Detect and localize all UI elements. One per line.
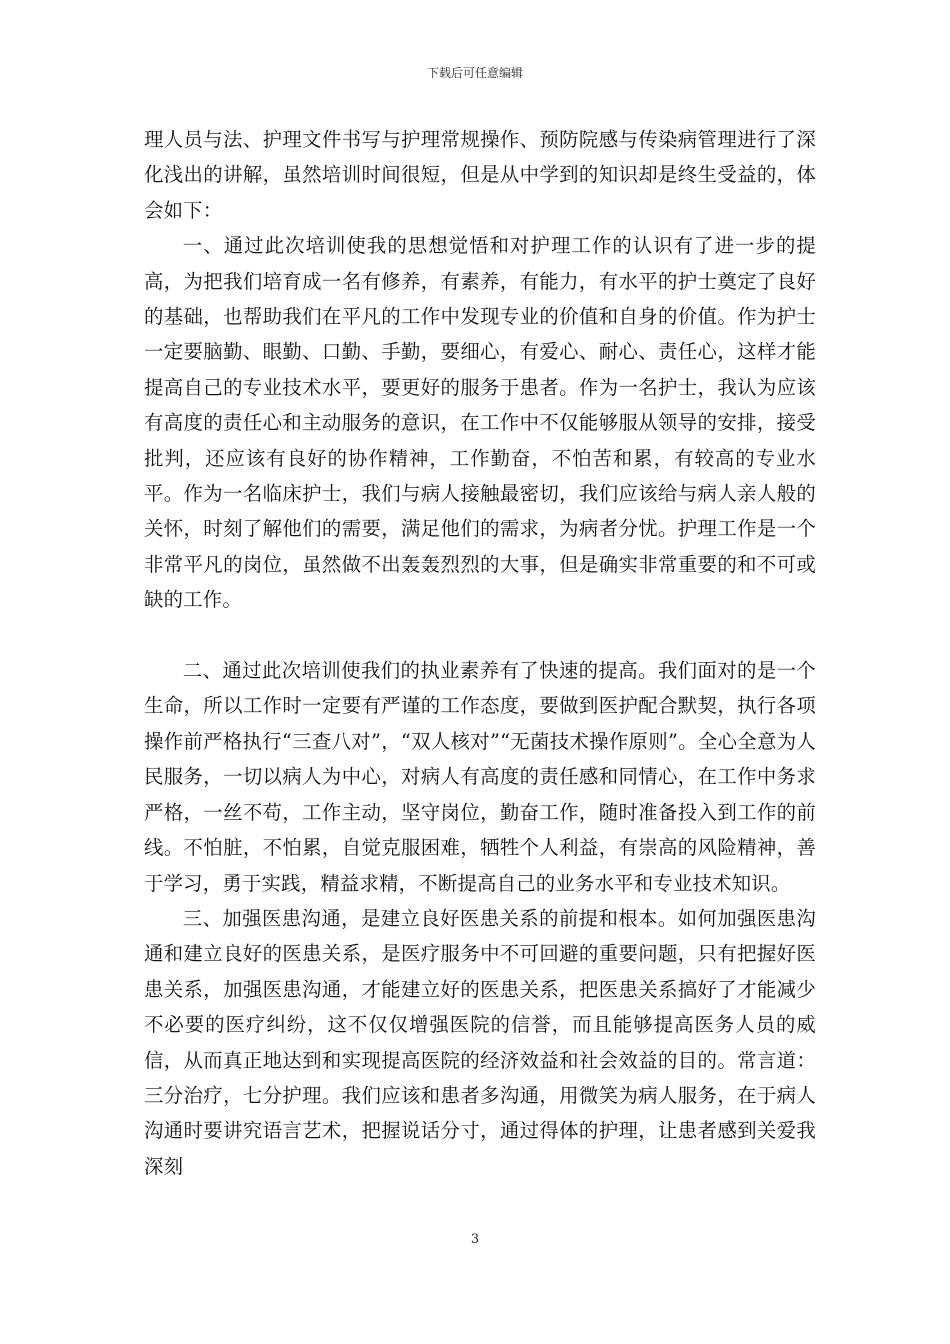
page-header: 下载后可任意编辑 [426, 66, 523, 80]
page-number: 3 [470, 1232, 480, 1247]
paragraph-section-3: 三、加强医患沟通，是建立良好医患关系的前提和根本。如何加强医患沟通和建立良好的医患关系，是医疗服务中不可回避的重要问题，只有把握好医患关系，加强医患沟通，才能建立好的医患关系，把医患关系搞好了才能减少不必要的医疗纠纷，这不仅仅增强医院的信誉，而且能够提高医务人员的威信，从而真正地达到和实现提高医院的经济效益和社会效益的目的。常言道：三分治疗，七分护理。我们应该和患者多沟通，用微笑为病人服务，在于病人沟通时要讲究语言艺术，把握说话分寸，通过得体的护理，让患者感到关爱我深刻 [144, 906, 816, 1178]
paragraph-continuation: 理人员与法、护理文件书写与护理常规操作、预防院感与传染病管理进行了深化浅出的讲解，虽然培训时间很短，但是从中学到的知识却是终生受益的，体会如下： [144, 128, 816, 222]
paragraph-section-1: 一、通过此次培训使我的思想觉悟和对护理工作的认识有了进一步的提高，为把我们培育成一名有修养，有素养，有能力，有水平的护士奠定了良好的基础，也帮助我们在平凡的工作中发现专业的价值和自身的价值。作为护士一定要脑勤、眼勤、口勤、手勤，要细心，有爱心、耐心、责任心，这样才能提高自己的专业技术水平，要更好的服务于患者。作为一名护士，我认为应该有高度的责任心和主动服务的意识，在工作中不仅能够服从领导的安排，接受批判，还应该有良好的协作精神，工作勤奋，不怕苦和累，有较高的专业水平。作为一名临床护士，我们与病人接触最密切，我们应该给与病人亲人般的关怀，时刻了解他们的需要，满足他们的需求，为病者分忧。护理工作是一个非常平凡的岗位，虽然做不出轰轰烈烈的大事，但是确实非常重要的和不可或缺的工作。 [144, 234, 816, 612]
paragraph-section-2: 二、通过此次培训使我们的执业素养有了快速的提高。我们面对的是一个生命，所以工作时一定要有严谨的工作态度，要做到医护配合默契，执行各项操作前严格执行“三查八对”，“双人核对”“无菌技术操作原则”。全心全意为人民服务，一切以病人为中心，对病人有高度的责任感和同情心，在工作中务求严格，一丝不苟，工作主动，坚守岗位，勤奋工作，随时准备投入到工作的前线。不怕脏，不怕累，自觉克服困难，牺牲个人利益，有崇高的风险精神，善于学习，勇于实践，精益求精，不断提高自己的业务水平和专业技术知识。 [144, 659, 816, 895]
document-body [144, 122, 816, 1184]
